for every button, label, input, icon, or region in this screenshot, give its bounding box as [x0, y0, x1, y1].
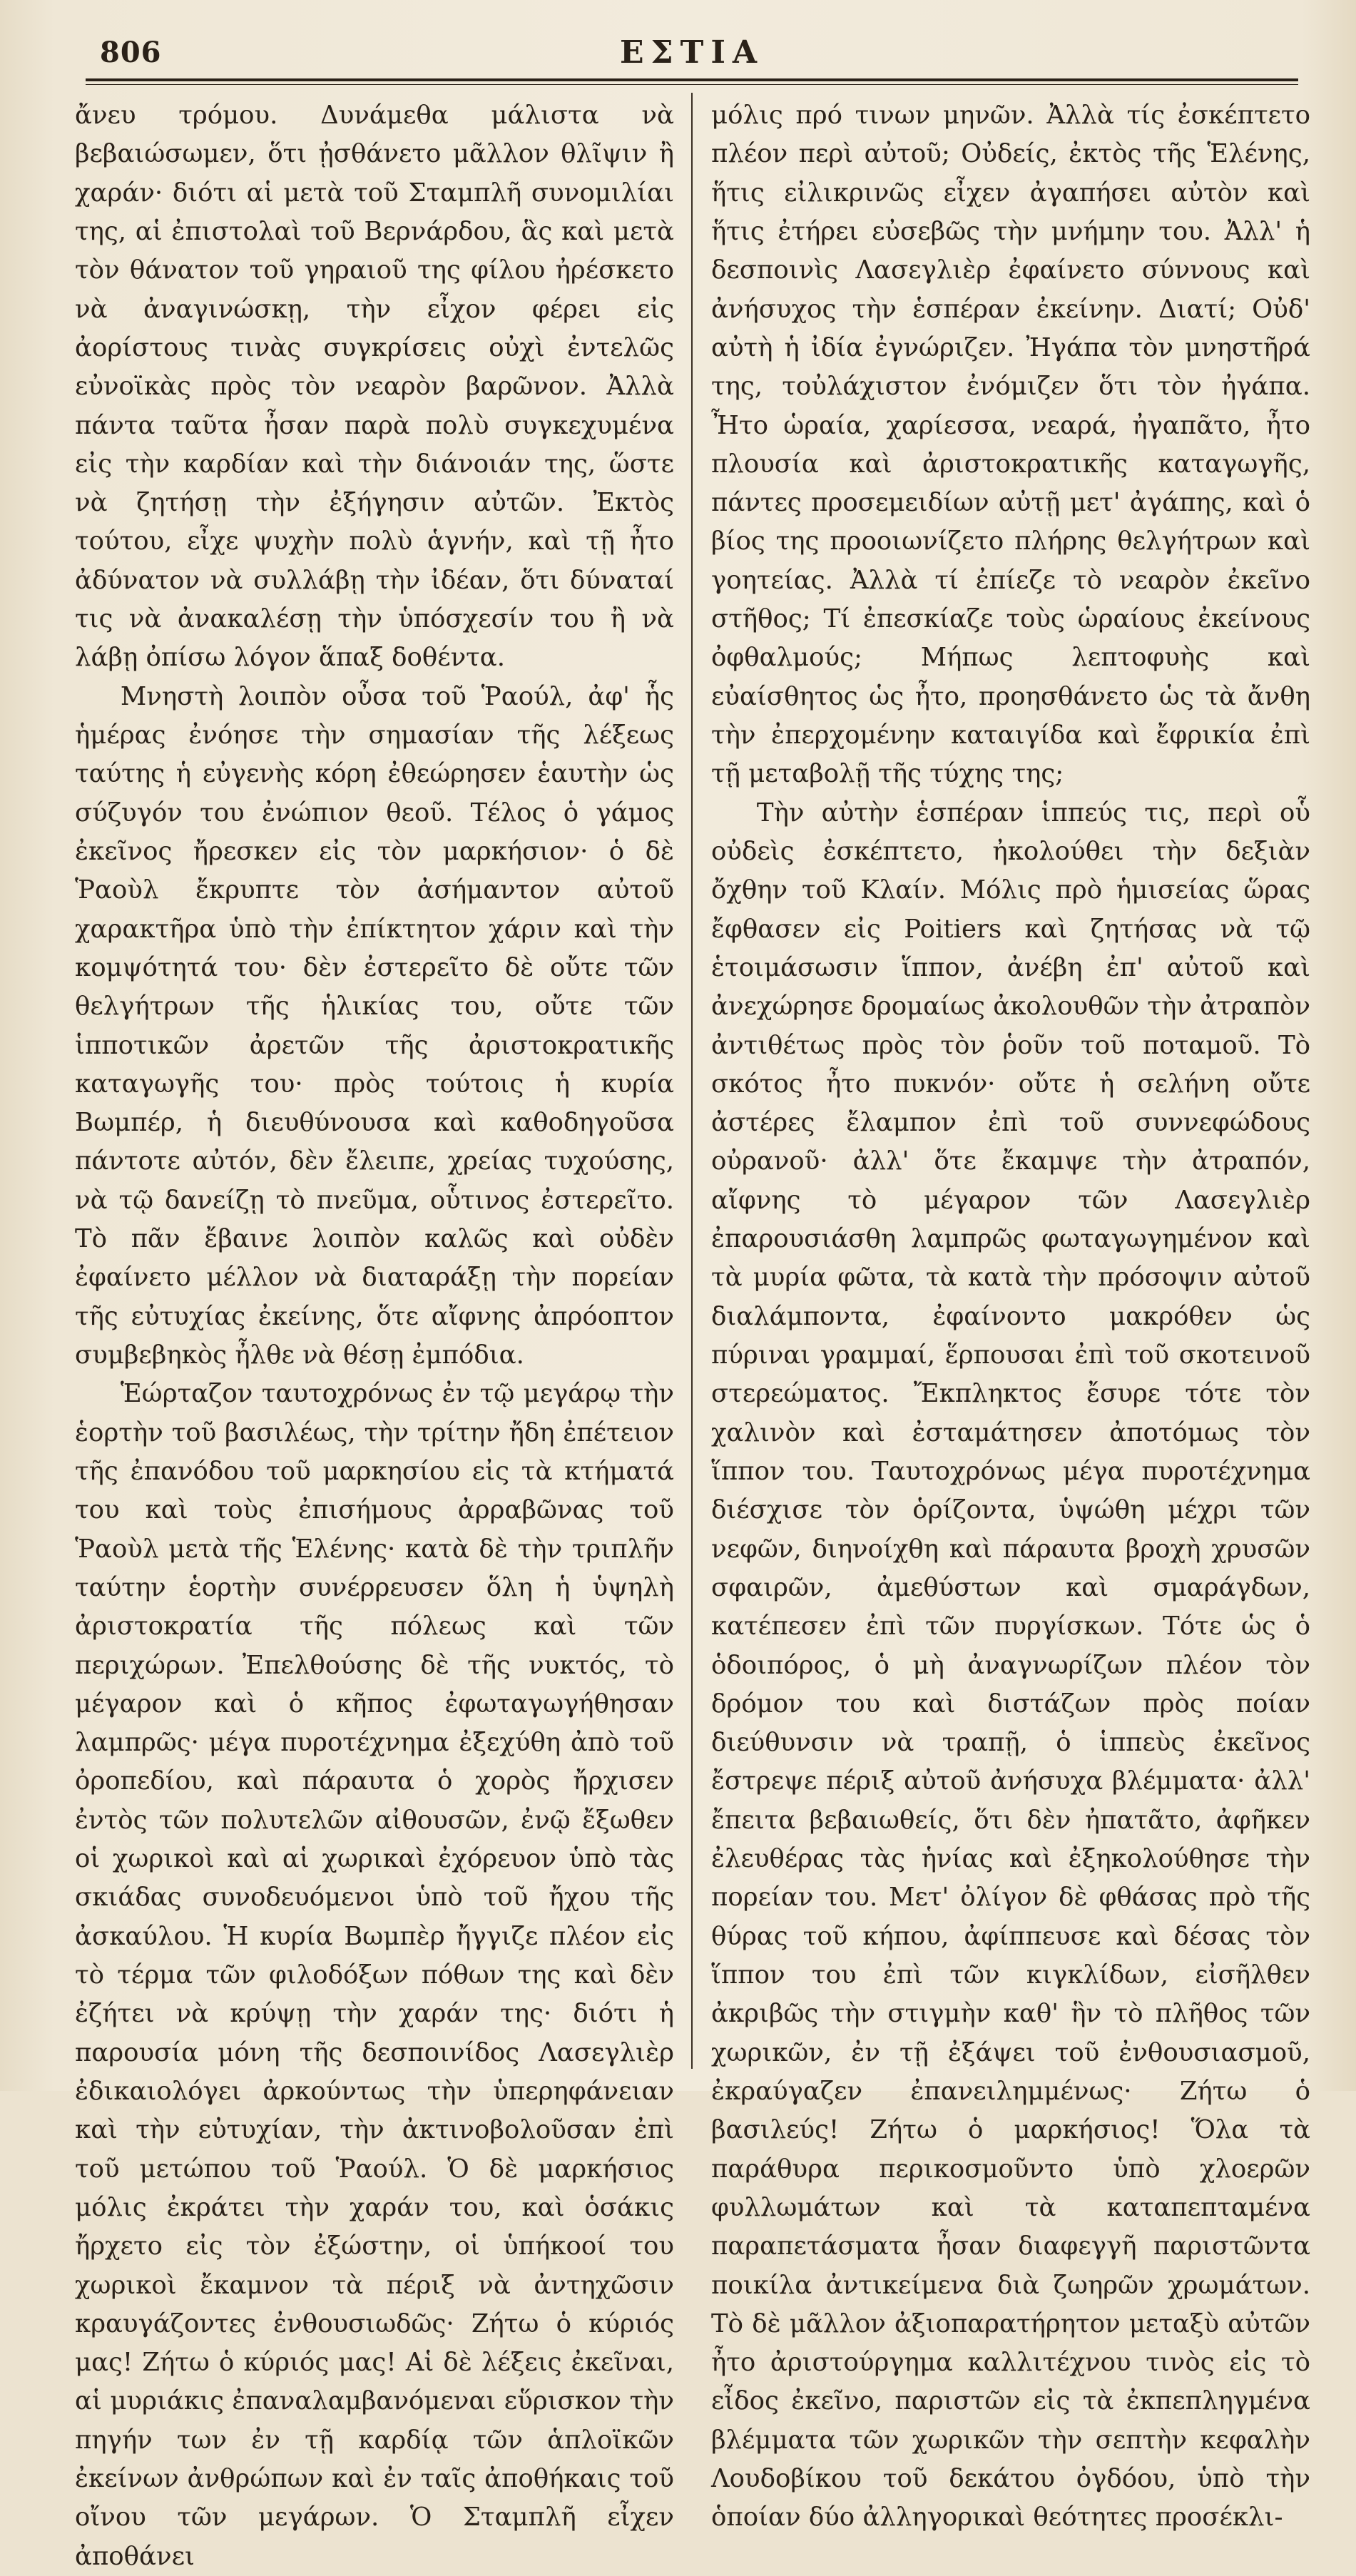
- right-column: [711, 96, 1310, 2532]
- column-divider: [691, 93, 693, 2069]
- paragraph: Μνηστὴ λοιπὸν οὖσα τοῦ Ῥαούλ, ἀφ' ἧς ἡμέρας ἐνόησε τὴν σημασίαν τῆς λέξεως ταύτης ἡ εὐγενὴς κόρη ἐθεώρησεν ἑαυτὴν ὡς σύζυγόν του ἐνώπιον θεοῦ. Τέλος ὁ γάμος ἐκεῖνος ἤρεσκεν εἰς τὸν μαρκήσιον· ὁ δὲ Ῥαοὺλ ἔκρυπτε τὸν ἀσήμαντον αὐτοῦ χαρακτῆρα ὑπὸ τὴν ἐπίκτητον χάριν καὶ τὴν κομψότητά του· δὲν ἐστερεῖτο δὲ οὔτε τῶν θελγήτρων τῆς ἡλικίας του, οὔτε τῶν ἱπποτικῶν ἀρετῶν τῆς ἀριστοκρατικῆς καταγωγῆς του· πρὸς τούτοις ἡ κυρία Βωμπέρ, ἡ διευθύνουσα καὶ καθοδηγοῦσα πάντοτε αὐτόν, δὲν ἔλειπε, χρείας τυχούσης, νὰ τῷ δανείζῃ τὸ πνεῦμα, οὗτινος ἐστερεῖτο. Τὸ πᾶν ἔβαινε λοιπὸν καλῶς καὶ οὐδὲν ἐφαίνετο μέλλον νὰ διαταράξῃ τὴν πορείαν τῆς εὐτυχίας ἐκείνης, ὅτε αἴφνης ἀπρόοπτον συμβεβηκὸς ἦλθε νὰ θέσῃ ἐμπόδια.: [75, 681, 674, 1370]
- journal-title: ΕΣΤΙΑ: [619, 34, 765, 71]
- left-column: [75, 96, 674, 2571]
- page-header: [86, 29, 1298, 78]
- paragraph: ἄνευ τρόμου. Δυνάμεθα μάλιστα νὰ βεβαιώσωμεν, ὅτι ᾐσθάνετο μᾶλλον θλῖψιν ἢ χαράν· διότι αἱ μετὰ τοῦ Σταμπλῆ συνομιλίαι της, αἱ ἐπιστολαὶ τοῦ Βερνάρδου, ἃς καὶ μετὰ τὸν θάνατον τοῦ γηραιοῦ της φίλου ἠρέσκετο νὰ ἀναγινώσκῃ, τὴν εἶχον φέρει εἰς ἀορίστους τινὰς συγκρίσεις οὐχὶ ἐντελῶς εὐνοϊκὰς πρὸς τὸν νεαρὸν βαρῶνον. Ἀλλὰ πάντα ταῦτα ἦσαν παρὰ πολὺ συγκεχυμένα εἰς τὴν καρδίαν καὶ τὴν διάνοιάν της, ὥστε νὰ ζητήσῃ τὴν ἐξήγησιν αὐτῶν. Ἐκτὸς τούτου, εἶχε ψυχὴν πολὺ ἁγνήν, καὶ τῇ ἦτο ἀδύνατον νὰ συλλάβῃ τὴν ἰδέαν, ὅτι δύναταί τις νὰ ἀνακαλέσῃ τὴν ὑπόσχεσίν του ἢ νὰ λάβῃ ὀπίσω λόγον ἅπαξ δοθέντα.: [75, 101, 674, 673]
- header-rule-thin: [86, 84, 1298, 85]
- header-rule: [86, 78, 1298, 81]
- paragraph: Τὴν αὐτὴν ἑσπέραν ἱππεύς τις, περὶ οὗ οὐδεὶς ἐσκέπτετο, ἠκολούθει τὴν δεξιὰν ὄχθην τοῦ Κλαίν. Μόλις πρὸ ἡμισείας ὥρας ἔφθασεν εἰς Poitiers καὶ ζητήσας νὰ τῷ ἑτοιμάσωσιν ἵππον, ἀνέβη ἐπ' αὐτοῦ καὶ ἀνεχώρησε δρομαίως ἀκολουθῶν τὴν ἀτραπὸν ἀντιθέτως πρὸς τὸν ῥοῦν τοῦ ποταμοῦ. Τὸ σκότος ἦτο πυκνόν· οὔτε ἡ σελήνη οὔτε ἀστέρες ἔλαμπον ἐπὶ τοῦ συννεφώδους οὐρανοῦ· ἀλλ' ὅτε ἔκαμψε τὴν ἀτραπόν, αἴφνης τὸ μέγαρον τῶν Λασεγλιὲρ ἐπαρουσιάσθη λαμπρῶς φωταγωγημένον καὶ τὰ μυρία φῶτα, τὰ κατὰ τὴν πρόσοψιν αὐτοῦ διαλάμποντα, ἐφαίνοντο μακρόθεν ὡς πύριναι γραμμαί, ἕρπουσαι ἐπὶ τοῦ σκοτεινοῦ στερεώματος. Ἔκπληκτος ἔσυρε τότε τὸν χαλινὸν καὶ ἐσταμάτησεν ἀποτόμως τὸν ἵππον του. Ταυτοχρόνως μέγα πυροτέχνημα διέσχισε τὸν ὁρίζοντα, ὑψώθη μέχρι τῶν νεφῶν, διηνοίχθη καὶ πάραυτα βροχὴ χρυσῶν σφαιρῶν, ἀμεθύστων καὶ σμαράγδων, κατέπεσεν ἐπὶ τῶν πυργίσκων. Τότε ὡς ὁ ὁδοιπόρος, ὁ μὴ ἀναγνωρίζων πλέον τὸν δρόμον του καὶ διστάζων πρὸς ποίαν διεύθυνσιν νὰ τραπῇ, ὁ ἱππεὺς ἐκεῖνος ἔστρεψε πέριξ αὐτοῦ ἀνήσυχα βλέμματα· ἀλλ' ἔπειτα βεβαιωθείς, ὅτι δὲν ἠπατᾶτο, ἀφῆκεν ἐλευθέρας τὰς ἡνίας καὶ ἐξηκολούθησε τὴν πορείαν του. Μετ' ὀλίγον δὲ φθάσας πρὸ τῆς θύρας τοῦ κήπου, ἀφίππευσε καὶ δέσας τὸν ἵππον του ἐπὶ τῶν κιγκλίδων, εἰσῆλθεν ἀκριβῶς τὴν στιγμὴν καθ' ἣν τὸ πλῆθος τῶν χωρικῶν, ἐν τῇ ἐξάψει τοῦ ἐνθουσιασμοῦ, ἐκραύγαζεν ἐπανειλημμένως· Ζήτω ὁ βασιλεύς! Ζήτω ὁ μαρκήσιος! Ὅλα τὰ παράθυρα περικοσμοῦντο ὑπὸ χλοερῶν φυλλωμάτων καὶ τὰ καταπεπταμένα παραπετάσματα ἦσαν διαφεγγῆ παριστῶντα ποικίλα ἀντικείμενα διὰ ζωηρῶν χρωμάτων. Τὸ δὲ μᾶλλον ἀξιοπαρατήρητον μεταξὺ αὐτῶν ἦτο ἀριστούργημα καλλιτέχνου τινὸς εἰς τὸ εἶδος ἐκεῖνο, παριστῶν εἰς τὰ ἐκπεπληγμένα βλέμματα τῶν χωρικῶν τὴν σεπτὴν κεφαλὴν Λουδοβίκου τοῦ δεκάτου ὀγδόου, ὑπὸ τὴν ὁποίαν δύο ἀλληγορικαὶ θεότητες προσέκλι-: [711, 798, 1310, 2532]
- paragraph: μόλις πρό τινων μηνῶν. Ἀλλὰ τίς ἐσκέπτετο πλέον περὶ αὐτοῦ; Οὐδείς, ἐκτὸς τῆς Ἑλένης, ἥτις εἰλικρινῶς εἶχεν ἀγαπήσει αὐτὸν καὶ ἥτις ἐτήρει εὐσεβῶς τὴν μνήμην του. Ἀλλ' ἡ δεσποινὶς Λασεγλιὲρ ἐφαίνετο σύννους καὶ ἀνήσυχος τὴν ἑσπέραν ἐκείνην. Διατί; Οὐδ' αὐτὴ ἡ ἰδία ἐγνώριζεν. Ἠγάπα τὸν μνηστῆρά της, τοὐλάχιστον ἐνόμιζεν ὅτι τὸν ἠγάπα. Ἦτο ὡραία, χαρίεσσα, νεαρά, ἠγαπᾶτο, ἦτο πλουσία καὶ ἀριστοκρατικῆς καταγωγῆς, πάντες προσεμειδίων αὐτῇ μετ' ἀγάπης, καὶ ὁ βίος της προοιωνίζετο πλήρης θελγήτρων καὶ γοητείας. Ἀλλὰ τί ἐπίεζε τὸ νεαρὸν ἐκεῖνο στῆθος; Τί ἐπεσκίαζε τοὺς ὡραίους ἐκείνους ὀφθαλμούς; Μήπως λεπτοφυὴς καὶ εὐαίσθητος ὡς ἦτο, προησθάνετο ὡς τὰ ἄνθη τὴν ἐπερχομένην καταιγίδα καὶ ἔφρικία ἐπὶ τῇ μεταβολῇ τῆς τύχης της;: [711, 101, 1310, 789]
- page-number: 806: [100, 36, 162, 69]
- paragraph: Ἑώρταζον ταυτοχρόνως ἐν τῷ μεγάρῳ τὴν ἑορτὴν τοῦ βασιλέως, τὴν τρίτην ἤδη ἐπέτειον τῆς ἐπανόδου τοῦ μαρκησίου εἰς τὰ κτήματά του καὶ τοὺς ἐπισήμους ἀρραβῶνας τοῦ Ῥαοὺλ μετὰ τῆς Ἑλένης· κατὰ δὲ τὴν τριπλῆν ταύτην ἑορτὴν συνέρρευσεν ὅλη ἡ ὑψηλὴ ἀριστοκρατία τῆς πόλεως καὶ τῶν περιχώρων. Ἐπελθούσης δὲ τῆς νυκτός, τὸ μέγαρον καὶ ὁ κῆπος ἐφωταγωγήθησαν λαμπρῶς· μέγα πυροτέχνημα ἐξεχύθη ἀπὸ τοῦ ὀροπεδίου, καὶ πάραυτα ὁ χορὸς ἤρχισεν ἐντὸς τῶν πολυτελῶν αἰθουσῶν, ἐνῷ ἔξωθεν οἱ χωρικοὶ καὶ αἱ χωρικαὶ ἐχόρευον ὑπὸ τὰς σκιάδας συνοδευόμενοι ὑπὸ τοῦ ἤχου τῆς ἀσκαύλου. Ἡ κυρία Βωμπὲρ ἤγγιζε πλέον εἰς τὸ τέρμα τῶν φιλοδόξων πόθων της καὶ δὲν ἐζήτει νὰ κρύψῃ τὴν χαράν της· διότι ἡ παρουσία μόνη τῆς δεσποινίδος Λασεγλιὲρ ἐδικαιολόγει ἀρκούντως τὴν ὑπερηφάνειαν καὶ τὴν εὐτυχίαν, τὴν ἀκτινοβολοῦσαν ἐπὶ τοῦ μετώπου τοῦ Ῥαούλ. Ὁ δὲ μαρκήσιος μόλις ἐκράτει τὴν χαράν του, καὶ ὁσάκις ἤρχετο εἰς τὸν ἐξώστην, οἱ ὑπήκοοί του χωρικοὶ ἔκαμνον τὰ πέριξ νὰ ἀντηχῶσιν κραυγάζοντες ἐνθουσιωδῶς· Ζήτω ὁ κύριός μας! Ζήτω ὁ κύριός μας! Αἱ δὲ λέξεις ἐκεῖναι, αἱ μυριάκις ἐπαναλαμβανόμεναι εὕρισκον τὴν πηγήν των ἐν τῇ καρδίᾳ τῶν ἁπλοϊκῶν ἐκείνων ἀνθρώπων καὶ ἐν ταῖς ἀποθήκαις τοῦ οἴνου τῶν μεγάρων. Ὁ Σταμπλῆ εἶχεν ἀποθάνει: [75, 1379, 674, 2571]
